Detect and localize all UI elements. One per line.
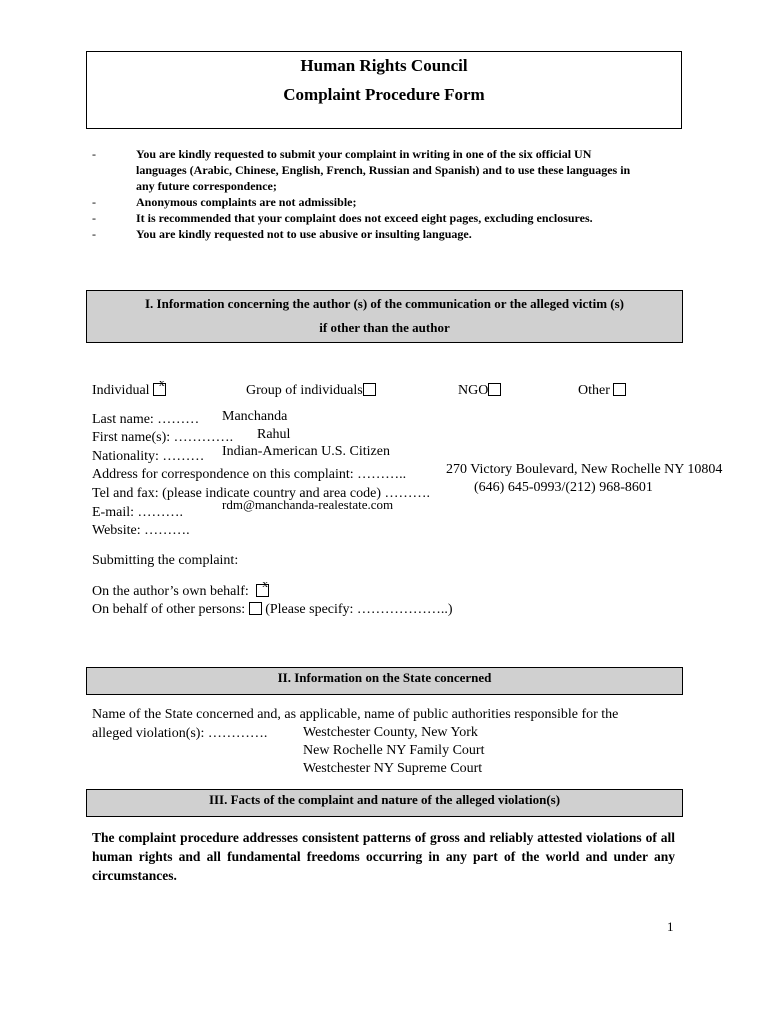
section-3-heading — [86, 789, 683, 817]
type-individual — [92, 377, 166, 399]
bullet-dash: - — [92, 195, 96, 209]
page-number: 1 — [667, 919, 674, 934]
authority-item[interactable]: New Rochelle NY Family Court — [303, 743, 485, 758]
tel-label: Tel and fax: (please indicate country and area code) ………. — [92, 486, 430, 501]
email-label: E-mail: ………. — [92, 505, 183, 520]
instructions-list — [92, 146, 636, 242]
others-behalf-label: On behalf of other persons: — [92, 602, 246, 617]
section-1-heading-line1: I. Information concerning the author (s) of the communication or the alleged victim (s) — [144, 296, 625, 311]
last-name-value[interactable]: Manchanda — [222, 409, 288, 424]
individual-checkbox[interactable] — [153, 377, 166, 396]
ngo-checkbox[interactable] — [488, 383, 501, 396]
bullet-dash: - — [92, 227, 96, 241]
section-1-heading — [86, 290, 683, 343]
nationality-label: Nationality: ……… — [92, 449, 205, 464]
own-behalf-label: On the author’s own behalf: — [92, 584, 249, 599]
type-ngo — [458, 383, 501, 399]
section-3-paragraph: The complaint procedure addresses consistent patterns of gross and reliably attested violations of all human rights and all fundamental freedoms occurring in any part of the world and under any circumstances. — [92, 830, 675, 883]
submitting-label: Submitting the complaint: — [92, 553, 239, 568]
instruction-item — [92, 146, 636, 194]
email-value[interactable]: rdm@manchanda-realestate.com — [222, 497, 394, 512]
tel-value[interactable]: (646) 645-0993/(212) 968-8601 — [474, 480, 653, 495]
authority-item[interactable]: Westchester NY Supreme Court — [303, 761, 483, 776]
own-behalf-row — [92, 578, 269, 600]
ngo-label: NGO — [458, 383, 489, 398]
other-checkbox[interactable] — [613, 383, 626, 396]
website-label: Website: ………. — [92, 523, 190, 538]
instruction-text: You are kindly requested not to use abusive or insulting language. — [136, 227, 472, 241]
first-name-label: First name(s): …………. — [92, 430, 234, 445]
instruction-item — [92, 210, 636, 226]
authority-item[interactable]: Westchester County, New York — [303, 725, 478, 740]
check-mark: x — [159, 377, 165, 389]
others-specify: (Please specify: ………………..) — [265, 602, 453, 617]
bullet-dash: - — [92, 211, 96, 225]
section-1-heading-line2: if other than the author — [319, 320, 450, 335]
type-other — [578, 383, 626, 399]
form-title: Complaint Procedure Form — [283, 85, 485, 104]
check-mark: x — [262, 578, 268, 590]
council-title: Human Rights Council — [300, 56, 468, 75]
other-label: Other — [578, 383, 610, 398]
last-name-label: Last name: ……… — [92, 412, 200, 427]
address-label: Address for correspondence on this complaint: ……….. — [92, 467, 407, 482]
individual-label: Individual — [92, 383, 150, 398]
instruction-item — [92, 194, 636, 210]
instruction-text: It is recommended that your complaint does not exceed eight pages, excluding enclosures. — [136, 211, 593, 225]
others-behalf-row — [92, 602, 453, 618]
instruction-text: You are kindly requested to submit your complaint in writing in one of the six official UN languages (Arabic, Chinese, English, French, Russian and Spanish) and to use these languages in any future correspondence; — [136, 147, 631, 193]
others-behalf-checkbox[interactable] — [249, 602, 262, 615]
state-text-line2: alleged violation(s): …………. — [92, 726, 268, 741]
first-name-value[interactable]: Rahul — [257, 427, 291, 442]
group-label: Group of individuals — [246, 383, 363, 398]
instruction-item — [92, 226, 636, 242]
section-2-heading — [86, 667, 683, 695]
own-behalf-checkbox[interactable] — [256, 578, 269, 597]
instruction-text: Anonymous complaints are not admissible; — [136, 195, 357, 209]
form-title-box — [86, 51, 682, 129]
bullet-dash: - — [92, 147, 96, 161]
state-text-line1: Name of the State concerned and, as applicable, name of public authorities responsible for the — [92, 707, 619, 722]
address-value[interactable]: 270 Victory Boulevard, New Rochelle NY 10804 — [446, 462, 723, 477]
authorities-list — [303, 724, 484, 778]
section-2-heading-text: II. Information on the State concerned — [277, 670, 492, 685]
group-checkbox[interactable] — [363, 383, 376, 396]
section-3-heading-text: III. Facts of the complaint and nature of the alleged violation(s) — [208, 792, 561, 807]
type-group — [246, 383, 376, 399]
nationality-value[interactable]: Indian-American U.S. Citizen — [222, 444, 390, 459]
